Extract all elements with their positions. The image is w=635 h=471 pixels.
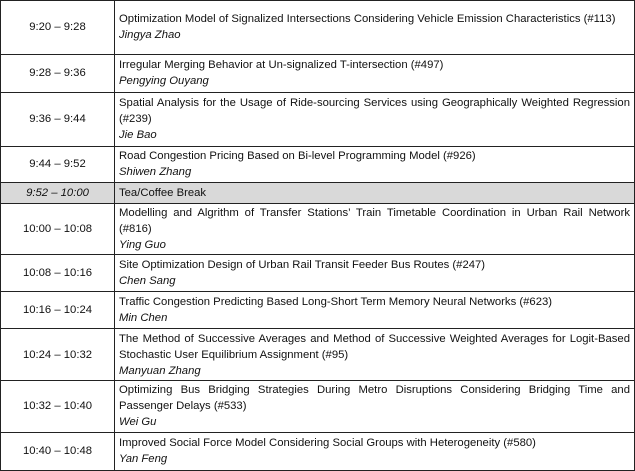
presenter-name: Manyuan Zhang <box>119 364 201 377</box>
presenter-name: Pengying Ouyang <box>119 75 209 88</box>
paper-title: Spatial Analysis for the Usage of Ride-sourcing Services using Geographically Weighted Regression (#239) <box>119 97 630 126</box>
table-row <box>1 380 635 432</box>
presentation-cell <box>115 432 635 470</box>
time-slot: 10:16 – 10:24 <box>1 292 115 329</box>
table-row <box>1 329 635 381</box>
presentation-cell <box>115 146 635 182</box>
break-row <box>1 182 635 203</box>
table-row <box>1 146 635 182</box>
paper-title: Irregular Merging Behavior at Un-signalized T-intersection (#497) <box>119 59 444 72</box>
presenter-name: Jingya Zhao <box>119 29 181 42</box>
presentation-cell <box>115 204 635 255</box>
presentation-cell <box>115 92 635 146</box>
presenter-name: Yan Feng <box>119 453 168 466</box>
paper-title: Optimizing Bus Bridging Strategies During Metro Disruptions Considering Bridging Time and Passenger Delays (#533) <box>119 384 630 413</box>
presenter-name: Ying Guo <box>119 238 166 251</box>
presentation-cell <box>115 329 635 381</box>
break-label: Tea/Coffee Break <box>115 182 635 203</box>
time-slot: 9:44 – 9:52 <box>1 146 115 182</box>
time-slot: 10:32 – 10:40 <box>1 380 115 432</box>
time-slot: 9:28 – 9:36 <box>1 54 115 92</box>
time-slot: 10:00 – 10:08 <box>1 204 115 255</box>
paper-title: Optimization Model of Signalized Intersections Considering Vehicle Emission Characteristics (#113) <box>119 13 616 26</box>
table-row <box>1 432 635 470</box>
table-row <box>1 204 635 255</box>
paper-title: Traffic Congestion Predicting Based Long-Short Term Memory Neural Networks (#623) <box>119 296 553 309</box>
presenter-name: Min Chen <box>119 312 168 325</box>
paper-title: Road Congestion Pricing Based on Bi-level Programming Model (#926) <box>119 150 476 163</box>
paper-title: Modelling and Algrithm of Transfer Stations’ Train Timetable Coordination in Urban Rail Network (#816) <box>119 206 630 235</box>
table-row <box>1 54 635 92</box>
time-slot: 10:08 – 10:16 <box>1 254 115 291</box>
paper-title: Improved Social Force Model Considering Social Groups with Heterogeneity (#580) <box>119 437 536 450</box>
time-slot: 9:36 – 9:44 <box>1 92 115 146</box>
presenter-name: Wei Gu <box>119 416 157 429</box>
table-row <box>1 92 635 146</box>
paper-title: The Method of Successive Averages and Method of Successive Weighted Averages for Logit-Based Stochastic User Equilibrium Assignment (#95) <box>119 332 630 361</box>
presentation-cell <box>115 254 635 291</box>
table-row <box>1 292 635 329</box>
presenter-name: Chen Sang <box>119 274 176 287</box>
time-slot: 10:40 – 10:48 <box>1 432 115 470</box>
time-slot: 9:20 – 9:28 <box>1 1 115 55</box>
presentation-cell <box>115 380 635 432</box>
presenter-name: Jie Bao <box>119 129 157 142</box>
time-slot: 9:52 – 10:00 <box>1 182 115 203</box>
presentation-cell <box>115 292 635 329</box>
presenter-name: Shiwen Zhang <box>119 166 192 179</box>
paper-title: Site Optimization Design of Urban Rail Transit Feeder Bus Routes (#247) <box>119 258 486 271</box>
presentation-cell <box>115 1 635 55</box>
table-row <box>1 1 635 55</box>
table-row <box>1 254 635 291</box>
time-slot: 10:24 – 10:32 <box>1 329 115 381</box>
presentation-cell <box>115 54 635 92</box>
